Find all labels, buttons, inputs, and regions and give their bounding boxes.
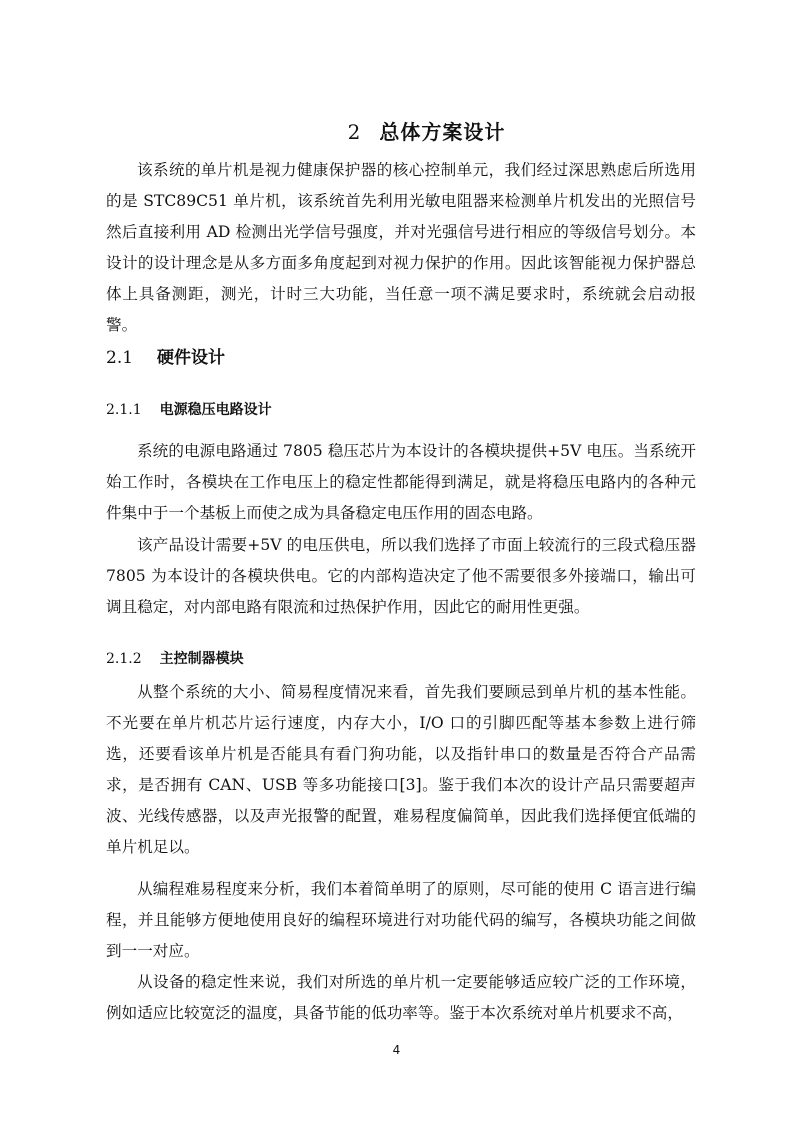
paragraph-mcu-2: 从编程难易程度来分析，我们本着简单明了的原则，尽可能的使用 C 语言进行编程，并且能够方便地使用良好的编程环境进行对功能代码的编写，各模块功能之间做到一一对应。 <box>106 880 696 960</box>
subsection-heading-1 <box>106 399 272 419</box>
paragraph-power-1: 系统的电源电路通过 7805 稳压芯片为本设计的各模块提供+5V 电压。当系统开始工作时，各模块在工作电压上的稳定性都能得到满足，就是将稳压电路内的各种元件集中于一个基板上而使之成为具备稳定电压作用的固态电路。 <box>106 442 696 522</box>
intro-paragraph: 该系统的单片机是视力健康保护器的核心控制单元，我们经过深思熟虑后所选用的是 STC89C51 单片机，该系统首先利用光敏电阻器来检测单片机发出的光照信号然后直接利用 AD 检测出光学信号强度，并对光强信号进行相应的等级信号划分。本设计的设计理念是从多方面多角度起到对视力保护的作用。因此该智能视力保护器总体上具备测距，测光，计时三大功能，当任意一项不满足要求时，系统就会启动报警。 <box>106 161 696 334</box>
subsection-title-2: 主控制器模块 <box>159 651 244 667</box>
page-number: 4 <box>392 1043 401 1057</box>
chapter-number: 2 <box>347 120 362 144</box>
section-number: 2.1 <box>106 348 134 368</box>
paragraph-power-2: 该产品设计需要+5V 的电压供电，所以我们选择了市面上较流行的三段式稳压器 7805 为本设计的各模块供电。它的内部构造决定了他不需要很多外接端口，输出可调且稳定，对内部电路有限流和过热保护作用，因此它的耐用性更强。 <box>106 536 696 616</box>
subsection-title-1: 电源稳压电路设计 <box>159 402 272 418</box>
chapter-title-text: 总体方案设计 <box>379 120 506 144</box>
subsection-number-1: 2.1.1 <box>106 402 142 418</box>
paragraph-mcu-3: 从设备的稳定性来说，我们对所选的单片机一定要能够适应较广泛的工作环境，例如适应比较宽泛的温度，具备节能的低功率等。鉴于本次系统对单片机要求不高， <box>106 973 696 1022</box>
section-title: 硬件设计 <box>157 348 226 368</box>
subsection-heading-2 <box>106 648 244 668</box>
paragraph-mcu-1: 从整个系统的大小、简易程度情况来看，首先我们要顾忌到单片机的基本性能。不光要在单片机芯片运行速度，内存大小，I/O 口的引脚匹配等基本参数上进行筛选，还要看该单片机是否能具有看门狗功能，以及指针串口的数量是否符合产品需求，是否拥有 CAN、USB 等多功能接口[3]。鉴于我们本次的设计产品只需要超声波、光线传感器，以及声光报警的配置，难易程度偏简单，因此我们选择便宜低端的单片机足以。 <box>106 683 696 856</box>
subsection-number-2: 2.1.2 <box>106 651 142 667</box>
section-heading <box>106 343 225 368</box>
chapter-title <box>0 116 793 145</box>
